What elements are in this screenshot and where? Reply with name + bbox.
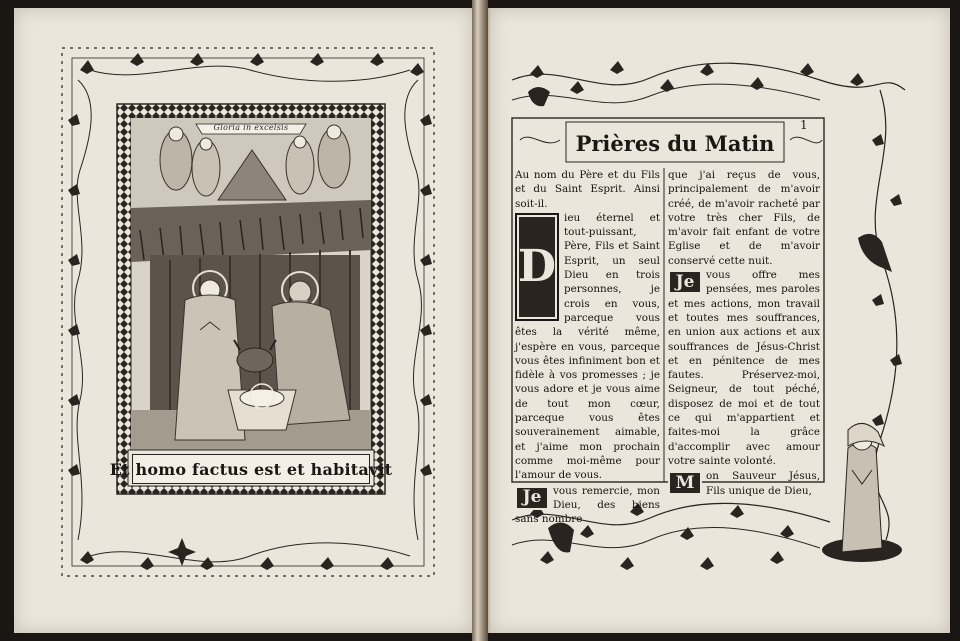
banner-text: Gloria in excelsis <box>213 123 289 132</box>
initial-je-offering: Je <box>668 270 702 294</box>
illuminated-initial: D <box>515 213 559 321</box>
praying-woman-figure <box>822 423 902 562</box>
offering-paragraph: vous offre mes pensées, mes paroles et mes actions, mon travail et toutes mes souffrances, en union aux actions et aux souffrances de Jésus-Christ et en pénitence de mes fautes. Préservez-moi, Seigneur, de tout péché, disposez de moi et de tout ce qui m'appartient et faites-moi la grâce d'accomplir avec amour votre sainte volonté. <box>668 269 820 467</box>
continuation-text: que j'ai reçus de vous, principalement de m'avoir créé, de m'avoir racheté par votre très cher Fils, de m'avoir fait enfant de votre Eglise et de m'avoir conservé cette nuit. <box>668 169 820 267</box>
illustration-caption: Et homo factus est et habitavit <box>132 454 370 484</box>
initial-je: Je <box>515 486 549 510</box>
invocation-text: Au nom du Père et du Fils et du Saint Esprit. Ainsi soit-il. <box>515 169 660 210</box>
initial-m: M <box>668 471 702 495</box>
nativity-illustration <box>117 104 385 494</box>
prayer-paragraph: ieu éternel et tout-puissant, Père, Fils et Saint Esprit, un seul Dieu en trois personnes, je crois en vous, parceque vous êtes la vérité même, j'espère en vous, parceque vous êtes infiniment bon et fidèle à vos promesses ; je vous adore et je vous aime de tout mon cœur, parceque vous êtes souverainement aimable, et j'aime mon prochain comme moi-même pour l'amour de vous. <box>515 211 660 482</box>
sauveur-text: on Sauveur Jésus, Fils unique de Dieu, <box>706 470 820 497</box>
page-title: Prières du Matin <box>575 130 775 156</box>
text-column-2 <box>668 168 820 497</box>
text-column-1 <box>515 168 660 526</box>
thanksgiving-text: vous remercie, mon Dieu, des biens sans nombre <box>515 484 660 526</box>
page-number: 1 <box>800 118 808 132</box>
